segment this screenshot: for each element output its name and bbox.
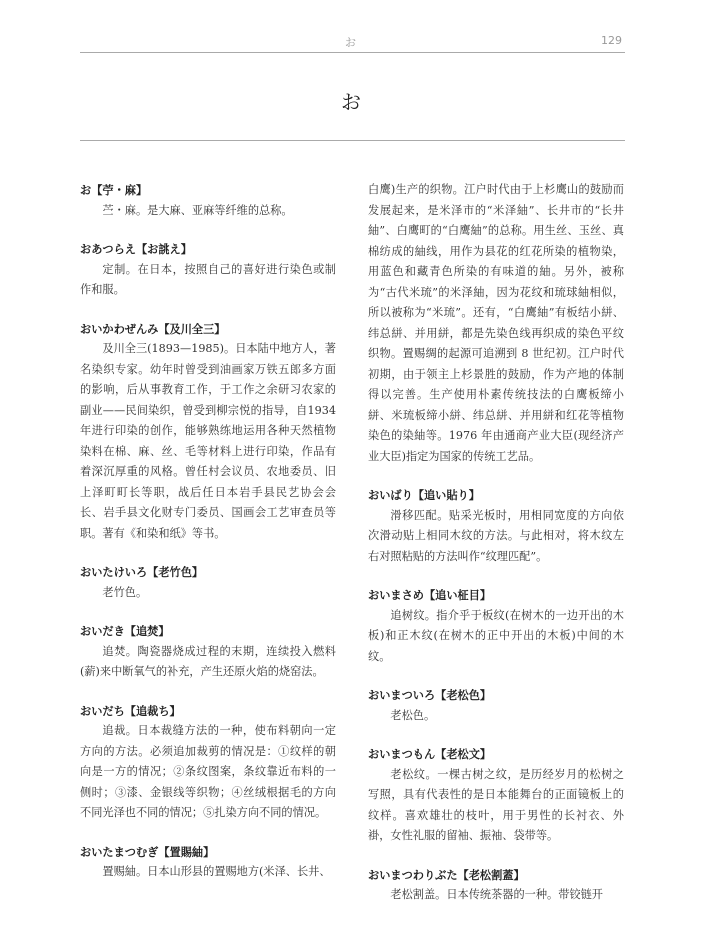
entry-definition: 老松纹。一棵古树之纹，是历经岁月的松树之写照，具有代表性的是日本能舞台的正面镜板上的纹样。喜欢雄壮的枝叶，用于男性的长衬衣、外褂，女性礼服的留袖、振袖、袋带等。: [368, 767, 624, 842]
entry-headword: おいばり【追い貼り】: [368, 488, 480, 502]
dictionary-entry: [80, 562, 336, 603]
dictionary-entry: [368, 865, 624, 906]
dictionary-entry: [80, 701, 336, 824]
dictionary-entry: [368, 685, 624, 726]
header-divider: [80, 52, 625, 53]
entry-definition: 追裁。日本裁缝方法的一种，使布料朝向一定方向的方法。必须追加裁剪的情况是：①纹样的朝向是一方的情况；②条纹图案，条纹靠近布料的一侧时；③漆、金银线等织物；④丝绒根据毛的方向不同光泽也不同的情况；⑤扎染方向不同的情况。: [80, 724, 336, 819]
dictionary-entry: [80, 239, 336, 301]
entry-headword: おいだち【追裁ち】: [80, 703, 181, 718]
dictionary-entry-continued: [368, 180, 624, 467]
dictionary-entry: [80, 319, 336, 545]
entry-headword: おいまついろ【老松色】: [368, 688, 492, 702]
dictionary-entry: [80, 621, 336, 683]
section-title: お: [341, 90, 361, 114]
right-column: [368, 180, 624, 924]
entry-definition: 追焚。陶瓷器烧成过程的末期，连续投入燃料(薪)来中断氧气的补充，产生还原火焰的烧窑法。: [80, 644, 336, 678]
entry-definition: 老松割盖。日本传统茶器的一种。带铰链开: [390, 888, 603, 901]
dictionary-entry: [368, 744, 624, 847]
running-header-label: お: [345, 36, 356, 49]
left-column: [80, 180, 336, 901]
section-divider: [80, 140, 625, 141]
entry-headword: お【苧・麻】: [80, 183, 148, 197]
entry-definition: 苎・麻。是大麻、亚麻等纤维的总称。: [102, 203, 293, 217]
entry-headword: おいたけいろ【老竹色】: [80, 565, 204, 579]
entry-definition: 老竹色。: [102, 585, 148, 599]
entry-definition: 置赐紬。日本山形县的置赐地方(米泽、长井、: [102, 865, 331, 878]
entry-headword: おいまつわりぶた【老松割蓋】: [368, 867, 525, 882]
entry-headword: おいだき【追焚】: [80, 624, 170, 638]
entry-headword: おいたまつむぎ【置賜紬】: [80, 844, 215, 859]
dictionary-entry: [80, 842, 336, 883]
entry-definition: 老松色。: [390, 708, 436, 722]
entry-definition-continued: 白鹰)生产的织物。江户时代由于上杉鹰山的鼓励而发展起来，是米泽市的“米泽紬”、长井市的“长井紬”、白鹰町的“白鹰紬”的总称。用生丝、玉丝、真棉纺成的紬线，用作为县花的红花所染的植物染，用蓝色和藏青色所染的有味道的紬。另外，被称为“古代米琉”的米泽紬，因为花纹和琉球紬相似，所以被称为“米琉”。还有，“白鹰紬”有板结小絣、纬总絣、并用絣，都是先染色线再织成的染色平纹织物。置赐绸的起源可追溯到 8 世纪初。江户时代初期，由于领主上杉景胜的鼓励，作为产地的体制得以完善。生产使用朴素传统技法的白鹰板缔小絣、米琉板缔小絣、纬总絣、并用絣和红花等植物染色的染紬等。1976 年由通商产业大臣(现经济产业大臣)指定为国家的传统工艺品。: [368, 183, 624, 463]
entry-definition: 滑移匹配。贴采光板时，用相同宽度的方向依次滑动贴上相同木纹的方法。与此相对，将木纹左右对照粘贴的方法叫作“纹理匹配”。: [368, 508, 624, 563]
entry-definition: 及川全三(1893—1985)。日本陆中地方人，著名染织专家。幼年时曾受到油画家万铁五郎多方面的影响，后从事教育工作，于工作之余研习农家的副业——民间染织，曾受到柳宗悦的指导，自1934年进行印染的创作，能够熟练地运用各种天然植物染料在棉、麻、丝、毛等材料上进行印染，作品有着深沉厚重的风格。曾任村会议员、农地委员、旧上泽町町长等职，战后任日本岩手县民艺协会会长、岩手县文化财专门委员、国画会工艺审查员等职。著有《和染和纸》等书。: [80, 342, 336, 540]
dictionary-entry: [368, 485, 624, 567]
entry-headword: おいまさめ【追い柾目】: [368, 588, 492, 602]
entry-headword: おいまつもん【老松文】: [368, 747, 492, 761]
entry-headword: おあつらえ【お誂え】: [80, 242, 192, 256]
page-number: 129: [601, 34, 622, 47]
entry-definition: 定制。在日本，按照自己的喜好进行染色或制作和服。: [80, 262, 336, 296]
dictionary-entry: [368, 585, 624, 667]
dictionary-entry: [80, 180, 336, 221]
entry-headword: おいかわぜんみ【及川全三】: [80, 321, 226, 336]
entry-definition: 追树纹。指介乎于板纹(在树木的一边开出的木板)和正木纹(在树木的正中开出的木板)中间的木纹。: [368, 608, 624, 663]
